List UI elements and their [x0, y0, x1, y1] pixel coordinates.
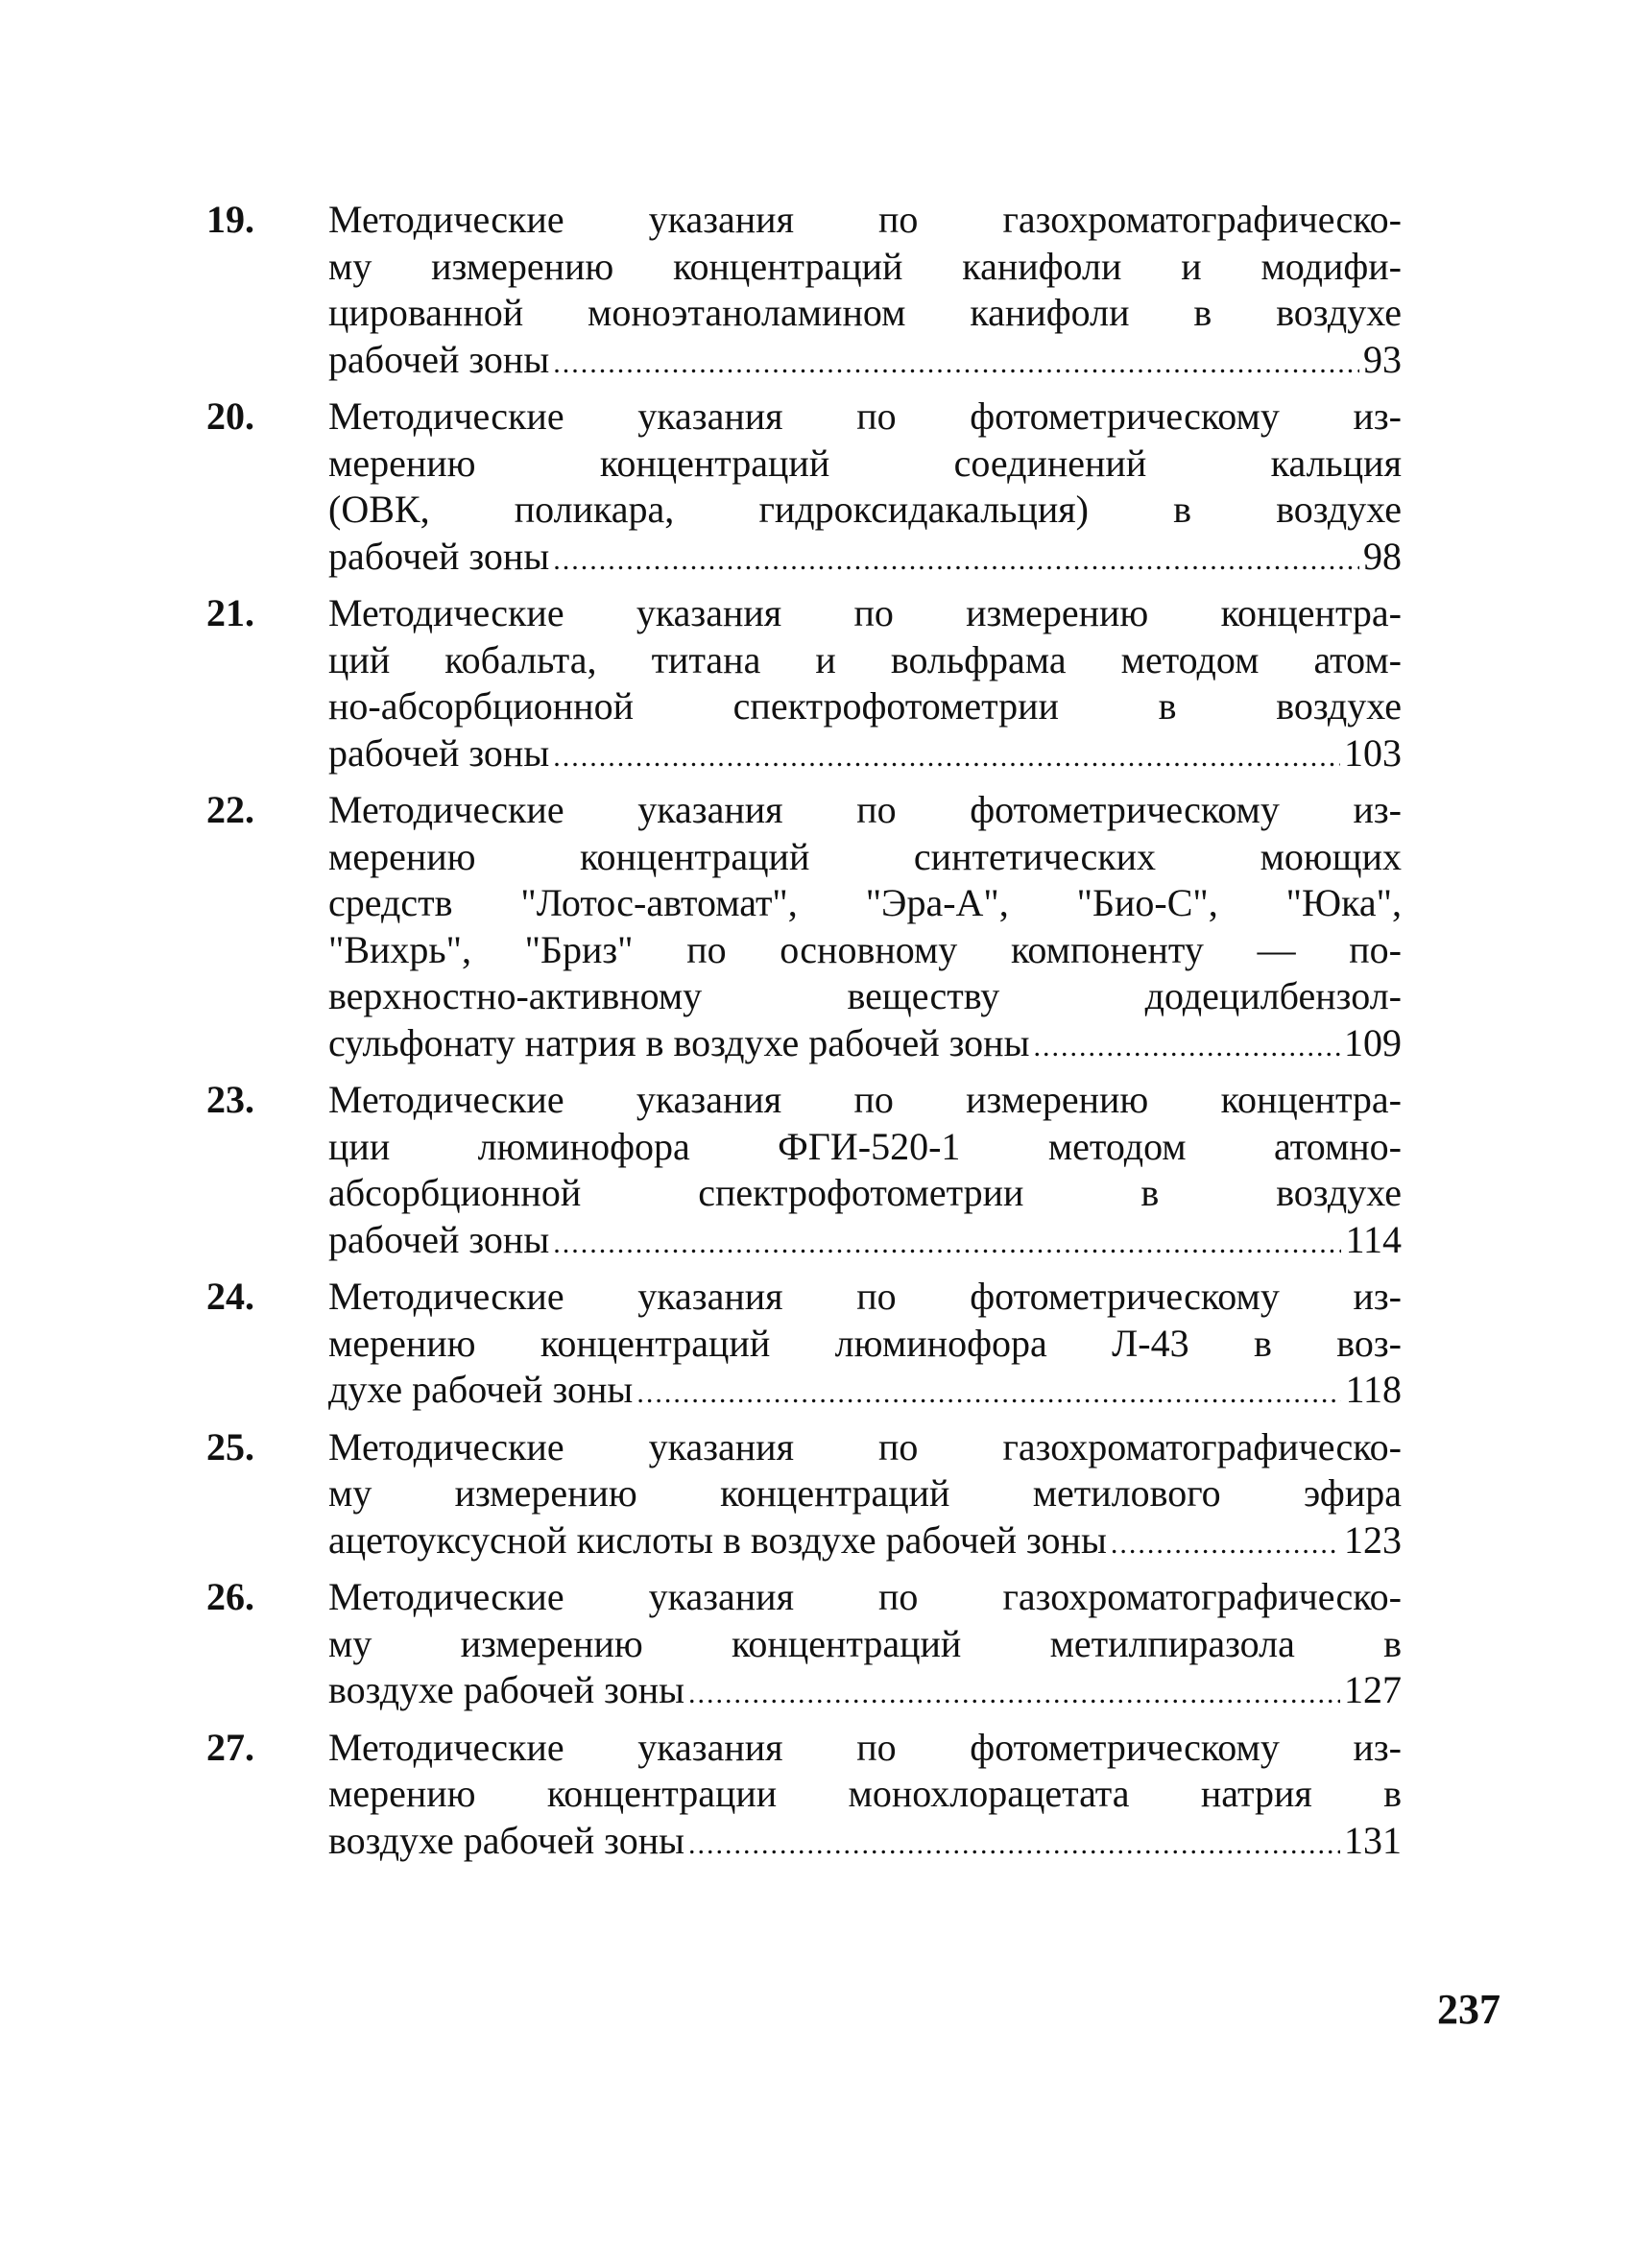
- entry-title-line: рабочей зоны: [328, 534, 550, 578]
- entry-title-line: но-абсорбционной спектрофотометрии в воздухе: [328, 684, 1402, 728]
- entry-title: [328, 1725, 1402, 1869]
- entry-title-line: рабочей зоны: [328, 337, 550, 381]
- entry-title-line: мерению концентраций люминофора Л-43 в воз-: [328, 1321, 1402, 1365]
- entry-last-line: [328, 1367, 1402, 1418]
- toc-entry-23: [206, 1077, 1402, 1267]
- toc-entry-21: [206, 590, 1402, 780]
- dot-leader: [553, 734, 1340, 781]
- dot-leader: [553, 537, 1359, 585]
- entry-title-line: цированной моноэтаноламином канифоли в воздухе: [328, 291, 1402, 334]
- toc-entry-20: [206, 394, 1402, 584]
- entry-page-number: 131: [1344, 1818, 1402, 1862]
- dot-leader: [688, 1671, 1340, 1718]
- toc-entry-26: [206, 1574, 1402, 1718]
- entry-title-line: мерению концентрации монохлорацетата натрия в: [328, 1772, 1402, 1815]
- toc-entry-22: [206, 787, 1402, 1070]
- entry-title-line: Методические указания по фотометрическому из-: [328, 1275, 1402, 1318]
- entry-number: 22.: [206, 788, 254, 831]
- entry-title: [328, 1574, 1402, 1718]
- dot-leader: [1111, 1521, 1340, 1568]
- entry-title-line: Методические указания по измерению концентра-: [328, 1078, 1402, 1121]
- entry-page-number: 109: [1344, 1020, 1402, 1064]
- entry-title-line: мерению концентраций соединений кальция: [328, 441, 1402, 485]
- entry-number: 24.: [206, 1275, 254, 1318]
- entry-number: 23.: [206, 1078, 254, 1121]
- entry-last-line: [328, 1517, 1402, 1568]
- entry-title-line: ацетоуксусной кислоты в воздухе рабочей зоны: [328, 1517, 1107, 1562]
- entry-page-number: 118: [1345, 1368, 1402, 1411]
- table-of-contents: [206, 197, 1402, 1874]
- entry-title-line: Методические указания по измерению концентра-: [328, 591, 1402, 634]
- entry-title-line: "Вихрь", "Бриз" по основному компоненту — по-: [328, 927, 1402, 971]
- entry-title-line: духе рабочей зоны: [328, 1368, 634, 1411]
- entry-last-line: [328, 337, 1402, 388]
- entry-title: [328, 394, 1402, 584]
- entry-title-line: Методические указания по газохроматографическо-: [328, 198, 1402, 241]
- entry-last-line: [328, 730, 1402, 781]
- entry-number: 26.: [206, 1575, 254, 1618]
- entry-last-line: [328, 1020, 1402, 1071]
- entry-title-line: средств "Лотос-автомат", "Эра-А", "Био-С", "Юка",: [328, 881, 1402, 924]
- entry-number: 20.: [206, 394, 254, 438]
- entry-title-line: воздухе рабочей зоны: [328, 1668, 684, 1711]
- entry-title: [328, 1424, 1402, 1568]
- toc-entry-27: [206, 1725, 1402, 1869]
- entry-title: [328, 197, 1402, 387]
- entry-title-line: рабочей зоны: [328, 730, 550, 775]
- entry-title-line: ции люминофора ФГИ-520-1 методом атомно-: [328, 1124, 1402, 1168]
- page-number: 237: [1437, 1986, 1500, 2033]
- dot-leader: [553, 341, 1359, 388]
- entry-title: [328, 1077, 1402, 1267]
- entry-title: [328, 1274, 1402, 1418]
- toc-entry-24: [206, 1274, 1402, 1418]
- entry-title-line: абсорбционной спектрофотометрии в воздухе: [328, 1171, 1402, 1214]
- dot-leader: [553, 1221, 1341, 1268]
- entry-title: [328, 590, 1402, 780]
- entry-page-number: 103: [1344, 730, 1402, 775]
- entry-title-line: сульфонату натрия в воздухе рабочей зоны: [328, 1020, 1030, 1064]
- entry-title-line: Методические указания по фотометрическому из-: [328, 394, 1402, 438]
- entry-last-line: [328, 1667, 1402, 1718]
- entry-page-number: 98: [1363, 534, 1402, 578]
- entry-page-number: 114: [1345, 1217, 1402, 1261]
- entry-title-line: мерению концентраций синтетических моющих: [328, 834, 1402, 878]
- dot-leader: [688, 1822, 1340, 1869]
- entry-title-line: рабочей зоны: [328, 1217, 550, 1261]
- entry-title-line: воздухе рабочей зоны: [328, 1818, 684, 1862]
- entry-title-line: Методические указания по фотометрическому из-: [328, 788, 1402, 831]
- entry-title-line: Методические указания по фотометрическому из-: [328, 1725, 1402, 1769]
- entry-last-line: [328, 534, 1402, 585]
- toc-entry-19: [206, 197, 1402, 387]
- dot-leader: [1033, 1024, 1340, 1071]
- toc-entry-25: [206, 1424, 1402, 1568]
- dot-leader: [636, 1371, 1341, 1418]
- entry-page-number: 93: [1363, 337, 1402, 381]
- entry-title: [328, 787, 1402, 1070]
- entry-number: 21.: [206, 591, 254, 634]
- entry-title-line: верхностно-активному веществу додецилбензол-: [328, 974, 1402, 1017]
- entry-page-number: 127: [1344, 1668, 1402, 1711]
- entry-title-line: му измерению концентраций канифоли и модифи-: [328, 244, 1402, 288]
- entry-title-line: му измерению концентраций метилпиразола в: [328, 1621, 1402, 1665]
- entry-last-line: [328, 1217, 1402, 1268]
- entry-number: 27.: [206, 1725, 254, 1769]
- entry-title-line: му измерению концентраций метилового эфира: [328, 1471, 1402, 1515]
- entry-number: 25.: [206, 1424, 254, 1468]
- entry-page-number: 123: [1344, 1517, 1402, 1562]
- entry-title-line: Методические указания по газохроматографическо-: [328, 1575, 1402, 1618]
- entry-title-line: (ОВК, поликара, гидроксидакальция) в воздухе: [328, 488, 1402, 531]
- entry-last-line: [328, 1818, 1402, 1869]
- entry-title-line: Методические указания по газохроматографическо-: [328, 1424, 1402, 1468]
- entry-number: 19.: [206, 198, 254, 241]
- entry-title-line: ций кобальта, титана и вольфрама методом атом-: [328, 637, 1402, 681]
